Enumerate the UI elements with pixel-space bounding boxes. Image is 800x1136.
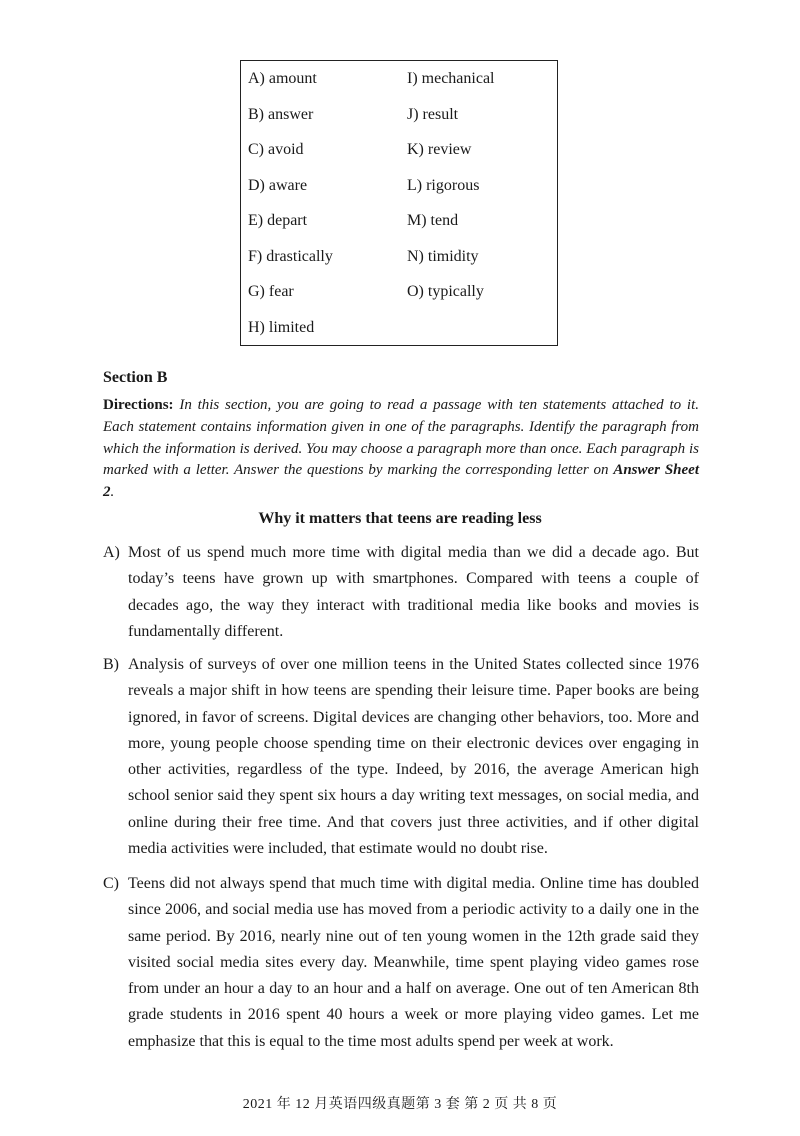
word-bank-option: B) answer: [248, 105, 314, 123]
word-bank-option: O) typically: [407, 283, 484, 300]
word-bank-option: G) fear: [248, 283, 294, 300]
word-bank-option: D) aware: [248, 176, 308, 194]
word-bank-option: C) avoid: [248, 141, 304, 158]
paragraph-a: [103, 540, 699, 645]
paragraph-text: Most of us spend much more time with digital media than we did a decade ago. But today’s teens have grown up with smartphones. Compared with teens a couple of decades ago, the way they interact with traditional media like books and movies is fundamentally different.: [128, 544, 699, 640]
word-bank-box: [240, 60, 558, 346]
paragraph-text: Analysis of surveys of over one million teens in the United States collected since 1976 reveals a major shift in how teens are spending their leisure time. Paper books are being ignored, in favor of screens. Digital devices are changing other behaviors, too. More and more, young people choose spending time on their electronic devices over engaging in other activities, regardless of the type. Indeed, by 2016, the average American high school senior said they spent six hours a day writing text messages, on social media, and online during their free time. And that covers just three activities, and if other digital media activities were included, that estimate would no doubt rise.: [128, 656, 699, 858]
word-bank-option: M) tend: [407, 212, 459, 229]
directions-label: Directions:: [103, 397, 174, 413]
directions-end: .: [110, 484, 115, 501]
word-bank-right-column: [407, 69, 495, 318]
paragraph-letter: C): [103, 875, 119, 892]
word-bank-left-column: [248, 69, 333, 353]
paragraph-text: Teens did not always spend that much time with digital media. Online time has doubled since 2006, and social media use has moved from a periodic activity to a daily one in the same period. By 2016, nearly nine out of ten young women in the 12th grade said they visited social media sites every day. Meanwhile, time spent playing video games rose from under an hour a day to an hour and a half on average. One out of ten American 8th grade students in 2016 spent 40 hours a week or more playing video games. Let me emphasize that this is equal to the time most adults spend per week at work.: [128, 875, 699, 1050]
passage-title: Why it matters that teens are reading less: [258, 510, 542, 527]
word-bank-option: K) review: [407, 141, 472, 158]
paragraph-letter: A): [103, 544, 120, 561]
word-bank-option: I) mechanical: [407, 70, 495, 87]
directions-text: In this section, you are going to read a passage with ten statements attached to it. Each statement contains information given in one of the paragraphs. Identify the paragraph from which the information is derived. You may choose a paragraph more than once. Each paragraph is marked with a letter. Answer the questions by marking the corresponding letter on: [103, 397, 699, 479]
section-title: Section B: [103, 369, 168, 386]
word-bank-option: H) limited: [248, 318, 315, 336]
paragraph-letter: B): [103, 656, 119, 673]
word-bank-option: N) timidity: [407, 247, 479, 265]
paragraph-c: [103, 871, 699, 1055]
word-bank-option: F) drastically: [248, 247, 333, 265]
word-bank-option: E) depart: [248, 212, 308, 229]
paragraph-b: [103, 652, 699, 862]
word-bank-option: L) rigorous: [407, 176, 480, 194]
answer-sheet-reference: Answer Sheet 2: [103, 462, 699, 501]
page-footer: 2021 年 12 月英语四级真题第 3 套 第 2 页 共 8 页: [242, 1097, 558, 1112]
word-bank-option: J) result: [407, 105, 459, 123]
directions: [103, 395, 699, 504]
word-bank-option: A) amount: [248, 70, 317, 87]
